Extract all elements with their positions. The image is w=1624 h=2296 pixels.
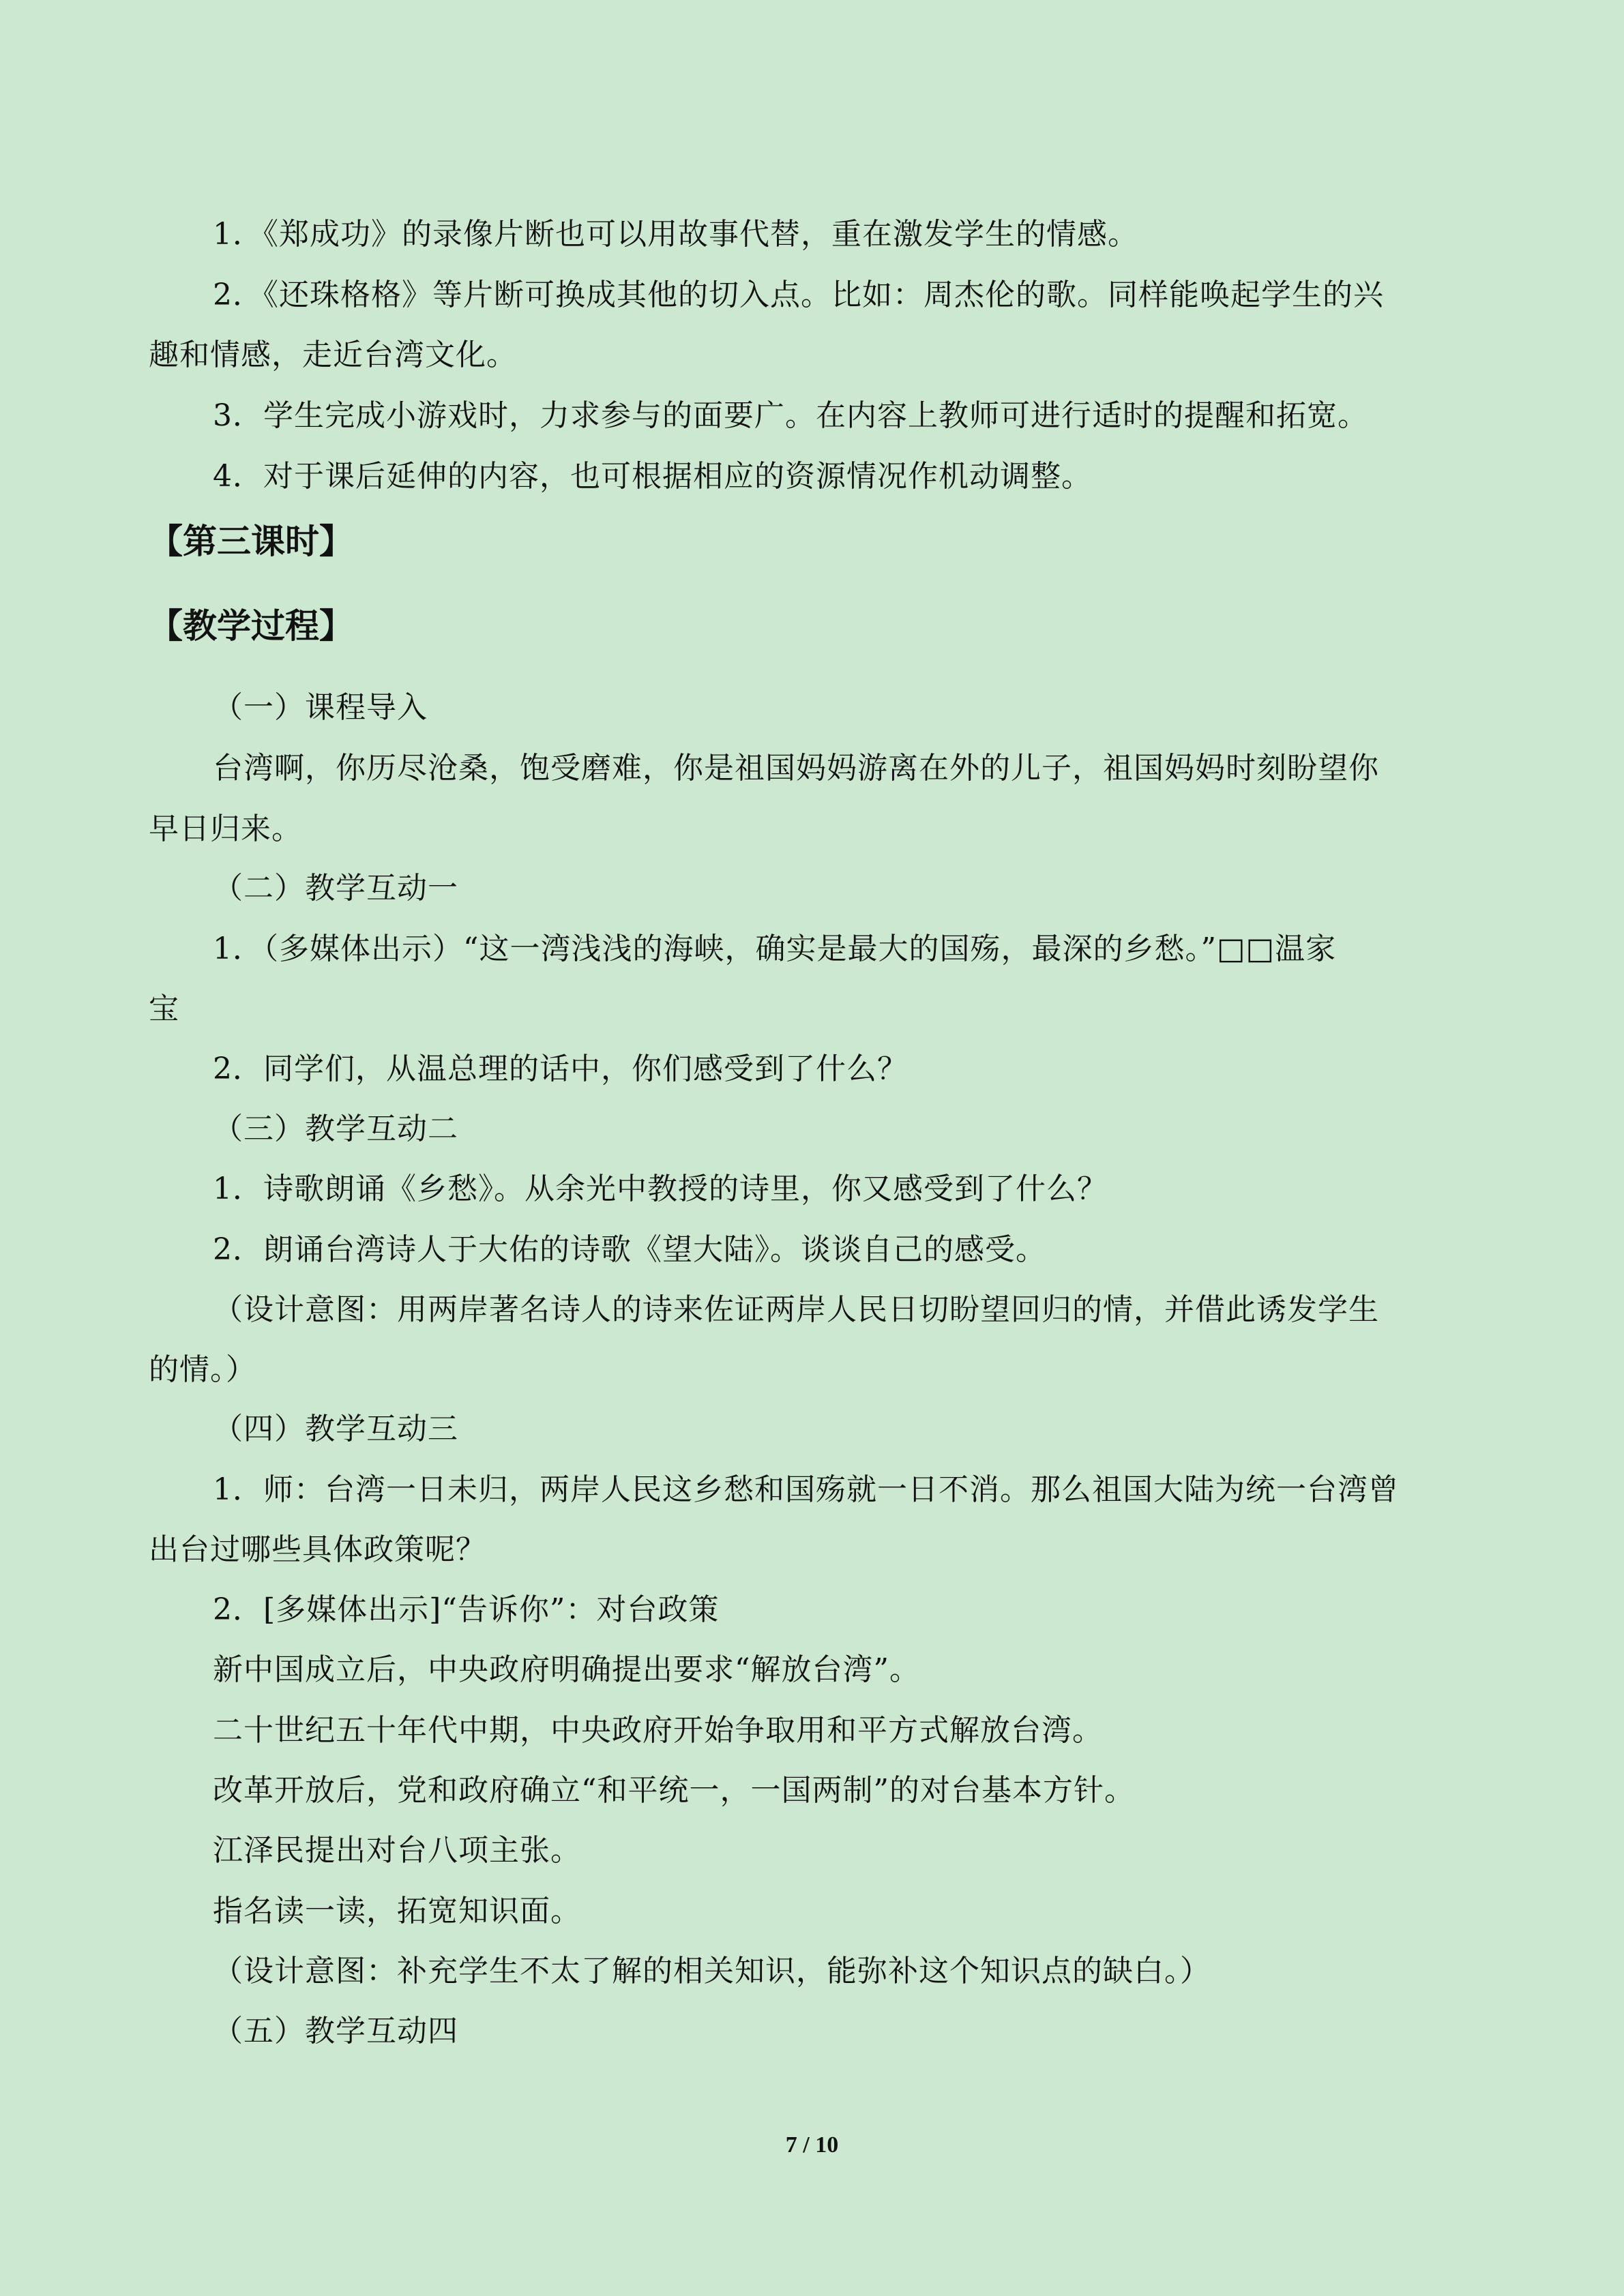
section-interaction-2-title: （三）教学互动二 [213,1112,458,1146]
paragraph-line: 2．朗诵台湾诗人于大佑的诗歌《望大陆》。谈谈自己的感受。 [213,1232,1046,1267]
note-3: 3．学生完成小游戏时，力求参与的面要广。在内容上教师可进行适时的提醒和拓宽。 [213,398,1368,433]
paragraph-line: （设计意图：用两岸著名诗人的诗来佐证两岸人民日切盼望回归的情，并借此诱发学生 [213,1292,1379,1327]
page-number: 7 / 10 [785,2132,839,2158]
note-2: 2．《还珠格格》等片断可换成其他的切入点。比如：周杰伦的歌。同样能唤起学生的兴 [213,278,1384,312]
paragraph-line: 1．师：台湾一日未归，两岸人民这乡愁和国殇就一日不消。那么祖国大陆为统一台湾曾 [213,1472,1399,1507]
lesson-heading: 【第三课时】 [149,522,353,561]
section-interaction-3-title: （四）教学互动三 [213,1412,458,1446]
paragraph-line: 江泽民提出对台八项主张。 [213,1833,581,1868]
paragraph-line: （设计意图：补充学生不太了解的相关知识，能弥补这个知识点的缺白。） [213,1954,1211,1988]
paragraph-line: 二十世纪五十年代中期，中央政府开始争取用和平方式解放台湾。 [213,1713,1103,1748]
section-intro-title: （一）课程导入 [213,690,428,725]
section-interaction-4-title: （五）教学互动四 [213,2014,458,2048]
paragraph-line: 台湾啊，你历尽沧桑，饱受磨难，你是祖国妈妈游离在外的儿子，祖国妈妈时刻盼望你 [213,751,1379,786]
section-interaction-1-title: （二）教学互动一 [213,871,458,906]
paragraph-line: 出台过哪些具体政策呢？ [149,1532,486,1567]
paragraph-line: 早日归来。 [149,811,302,846]
paragraph-line: 新中国成立后，中央政府明确提出要求“解放台湾”。 [213,1652,920,1687]
paragraph-line: 的情。） [149,1352,256,1387]
note-2-continued: 趣和情感，走近台湾文化。 [149,338,517,372]
process-heading: 【教学过程】 [149,606,353,646]
note-1: 1．《郑成功》的录像片断也可以用故事代替，重在激发学生的情感。 [213,217,1138,252]
paragraph-line: 1．诗歌朗诵《乡愁》。从余光中教授的诗里，你又感受到了什么？ [213,1172,1108,1206]
paragraph-line: 2．[多媒体出示]“告诉你”：对台政策 [213,1592,720,1627]
paragraph-line: 指名读一读，拓宽知识面。 [213,1894,581,1928]
paragraph-line: 2．同学们，从温总理的话中，你们感受到了什么？ [213,1052,908,1086]
paragraph-line: 1．（多媒体出示）“这一湾浅浅的海峡，确实是最大的国殇，最深的乡愁。”□□温家 [213,931,1337,966]
note-4: 4．对于课后延伸的内容，也可根据相应的资源情况作机动调整。 [213,459,1092,494]
paragraph-line: 改革开放后，党和政府确立“和平统一，一国两制”的对台基本方针。 [213,1773,1135,1808]
paragraph-line: 宝 [149,992,179,1026]
